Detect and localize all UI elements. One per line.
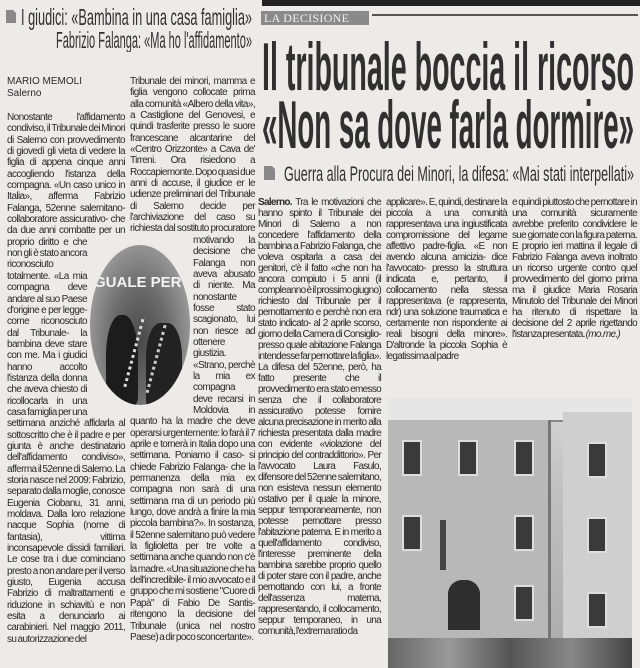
headline-line-2: «Non sa dove farla dormire» xyxy=(262,87,634,154)
location: Salerno xyxy=(7,88,42,99)
byline xyxy=(7,76,125,100)
top-edge-band xyxy=(262,0,640,6)
building-photo xyxy=(388,398,632,668)
column-text: Tribunale dei minori, mamma e figlia vengono collocate prima alla comunità «Albero della vita», a Castiglione del Genovesi, e quindi trasferite presso le suore francescane alcantarine del «Centro Orizzonte» a Cava de' Tirreni. Ora risiedono a Roccapiemonte. Dopo quasi due anni di accuse, il giudice er le udienze preliminari del Tribunale di Salerno decide per l'archiviazione del caso su richiesta dal sostituto procuratore motivando la decisione che Falanga non aveva abusato di niente. Ma nonostante fosse stato scagionato, lui non riesce ad ottenere giustizia. «Strano, perchè la mia ex compagna deve recarsi in Moldovia in quanto ha la madre che deve operarsi urgentemente: lo farà il 7 aprile e tornerà in Italia dopo una settimana. Poniamo il caso- si chiede Fabrizio Falanga- che la permanenza della mia ex compagna non sarà di una settimana ma di un periodo più lungo, dove andrà a finire la mia piccola bambina?». In sostanza, il 52enne salernitano può vedere la figlioletta per tre volte a settimana anche quando non c'è la madre. «Una situazione che ha dell'incredibile- il mio avvocato e il gruppo che mi sostiene "Cuore di Papà" di Fabio De Santis- ritengono la decisione del Tribunale (unica nel nostro Paese) a dir poco sconcertante». xyxy=(130,76,255,643)
author: MARIO MEMOLI xyxy=(7,76,83,87)
column-body: e quindi piuttosto che pernottare in una comunità sicuramente avrebbe preferito condividere le sue giornate con la figura paterna. E proprio ieri mattina il legale di Fabrizio Falanga aveva inoltrato un ricorso urgente contro quel provvedimento del giorno prima ma il giudice Maria Rosaria Minutolo del Tribunale dei Minori ha ritenuto di rispettare la decisione del 2 aprile rigettando l'istanza presentata. xyxy=(512,197,637,340)
headline-line-1: I giudici: «Bambina in una casa famiglia» xyxy=(21,4,252,30)
column-text: Nonostante l'affidamento condiviso, il Tribunale dei Minori di Salerno con provvedimento di giovedì gli vieta di vedere la figlia di appena cinque anni accogliendo l'istanza della compagna. «Un caso unico in Italia», afferma Fabrizio Falanga, 52enne salernitano- collaboratore assicurativo- che da due anni combatte per un proprio diritto e che non gli è stato ancora riconosciuto totalmente. «La mia compagna deve andare al suo Paese d'origine e per legge- come riconosciuto dal Tribunale- la bambina deve stare con me. Ma i giudici hanno accolto l'istanza della donna che aveva chiesto di ricollocarla in una casa famiglia per una settimana anziché affidarla al sottoscritto che è il padre e per giunta è anche destinatario dell'affidamento condiviso», afferma il 52enne di Salerno. La storia nasce nel 2009: Fabrizio, separato dalla moglie, conosce Eugenia Ciobanu, 31 anni, moldava. Dalla loro relazione nacque Sophia (nome di fantasia), vittima inconsapevole dissidi familiari. Le cose tra i due cominciano presto a non andare per il verso giusto, Eugenia accusa Fabrizio di maltrattamenti e riduzione in schiavitù e non esita a denunciarlo ai carabinieri. Nel maggio 2011, su autorizzazione del xyxy=(7,112,125,645)
subheadline xyxy=(258,158,638,190)
bullet-icon xyxy=(264,166,275,180)
section-rule xyxy=(372,14,638,16)
subheadline-text: Guerra alla Procura dei Minori, la difesa: «Mai stati interpellati» xyxy=(284,163,634,186)
photo-sign-text: GUALE PER xyxy=(94,274,182,291)
section-label: LA DECISIONE xyxy=(261,11,369,25)
circular-photo xyxy=(90,245,190,405)
column-body: Tra le motivazioni che hanno spinto il Tribunale dei Minori di Salerno a non concedere l'affidamento della bambina a Fabrizio Falanga, che voleva ospitarla a casa dei genitori, c'è il fatto «che non ha ancora compiuto i 5 anni (il compleanno è il prossimo giugno) richiesto dal Tribunale per il pernottamento e perchè non era stato indicato- al 2 aprile scorso, giorno della Camera di Consiglio- presso quale abitazione Falanga intendesse far pernottare la figlia». La difesa del 52enne, però, ha fatto presente che il provvedimento era stato emesso senza che il collaboratore assicurativo potesse fornire alcuna precisazione in merito alla richiesta presentata dalla madre con evidente «violazione del principio del contraddittorio». Per l'avvocato Laura Fasulo, difensore del 52enne salernitano, non esisteva nessun elemento ostativo per il quale la minore, seppur temporaneamente, non potesse pernottare presso l'abitazione paterna. E in merito a quell'affidamento condiviso, l'interesse preminente della bambina sarebbe proprio quello di poter stare con il padre, anche pernottando con lui, a fronte dell'assenza materna, rappresentando, il collocamento, seppur temporaneo, in una comunità, l'extrema ratio da xyxy=(258,197,381,637)
column-text xyxy=(258,197,381,637)
bullet-icon xyxy=(6,10,16,23)
left-article-headline xyxy=(0,2,256,52)
headline-line-1: Il tribunale boccia il ricorso xyxy=(262,29,634,105)
dateline: Salerno. xyxy=(258,197,292,208)
column-text xyxy=(512,197,637,340)
main-headline xyxy=(258,28,638,154)
right-article-column-3 xyxy=(512,197,637,340)
right-article-column-2 xyxy=(386,197,507,362)
headline-line-2: Fabrizio Falanga: «Ma ho l'affidamento» xyxy=(56,27,252,52)
author-signature: (mo.me.) xyxy=(585,329,621,340)
right-article-column-1 xyxy=(258,197,381,637)
column-text: applicare». E, quindi, destinare la piccola a una comunità rappresentava una ingiustificata compromissione del legame affettivo padre-figlia. «E non avendo alcuna amicizia- dice l'avvocato- presso la struttura indicata e, pertanto, il collocamento nella stessa rappresentava (e rappresenta, ndr) una soluzione traumatica e certamente non rispondente ai reali bisogni della minore». D'altronde la piccola Sophia è legatissima al padre xyxy=(386,197,507,362)
